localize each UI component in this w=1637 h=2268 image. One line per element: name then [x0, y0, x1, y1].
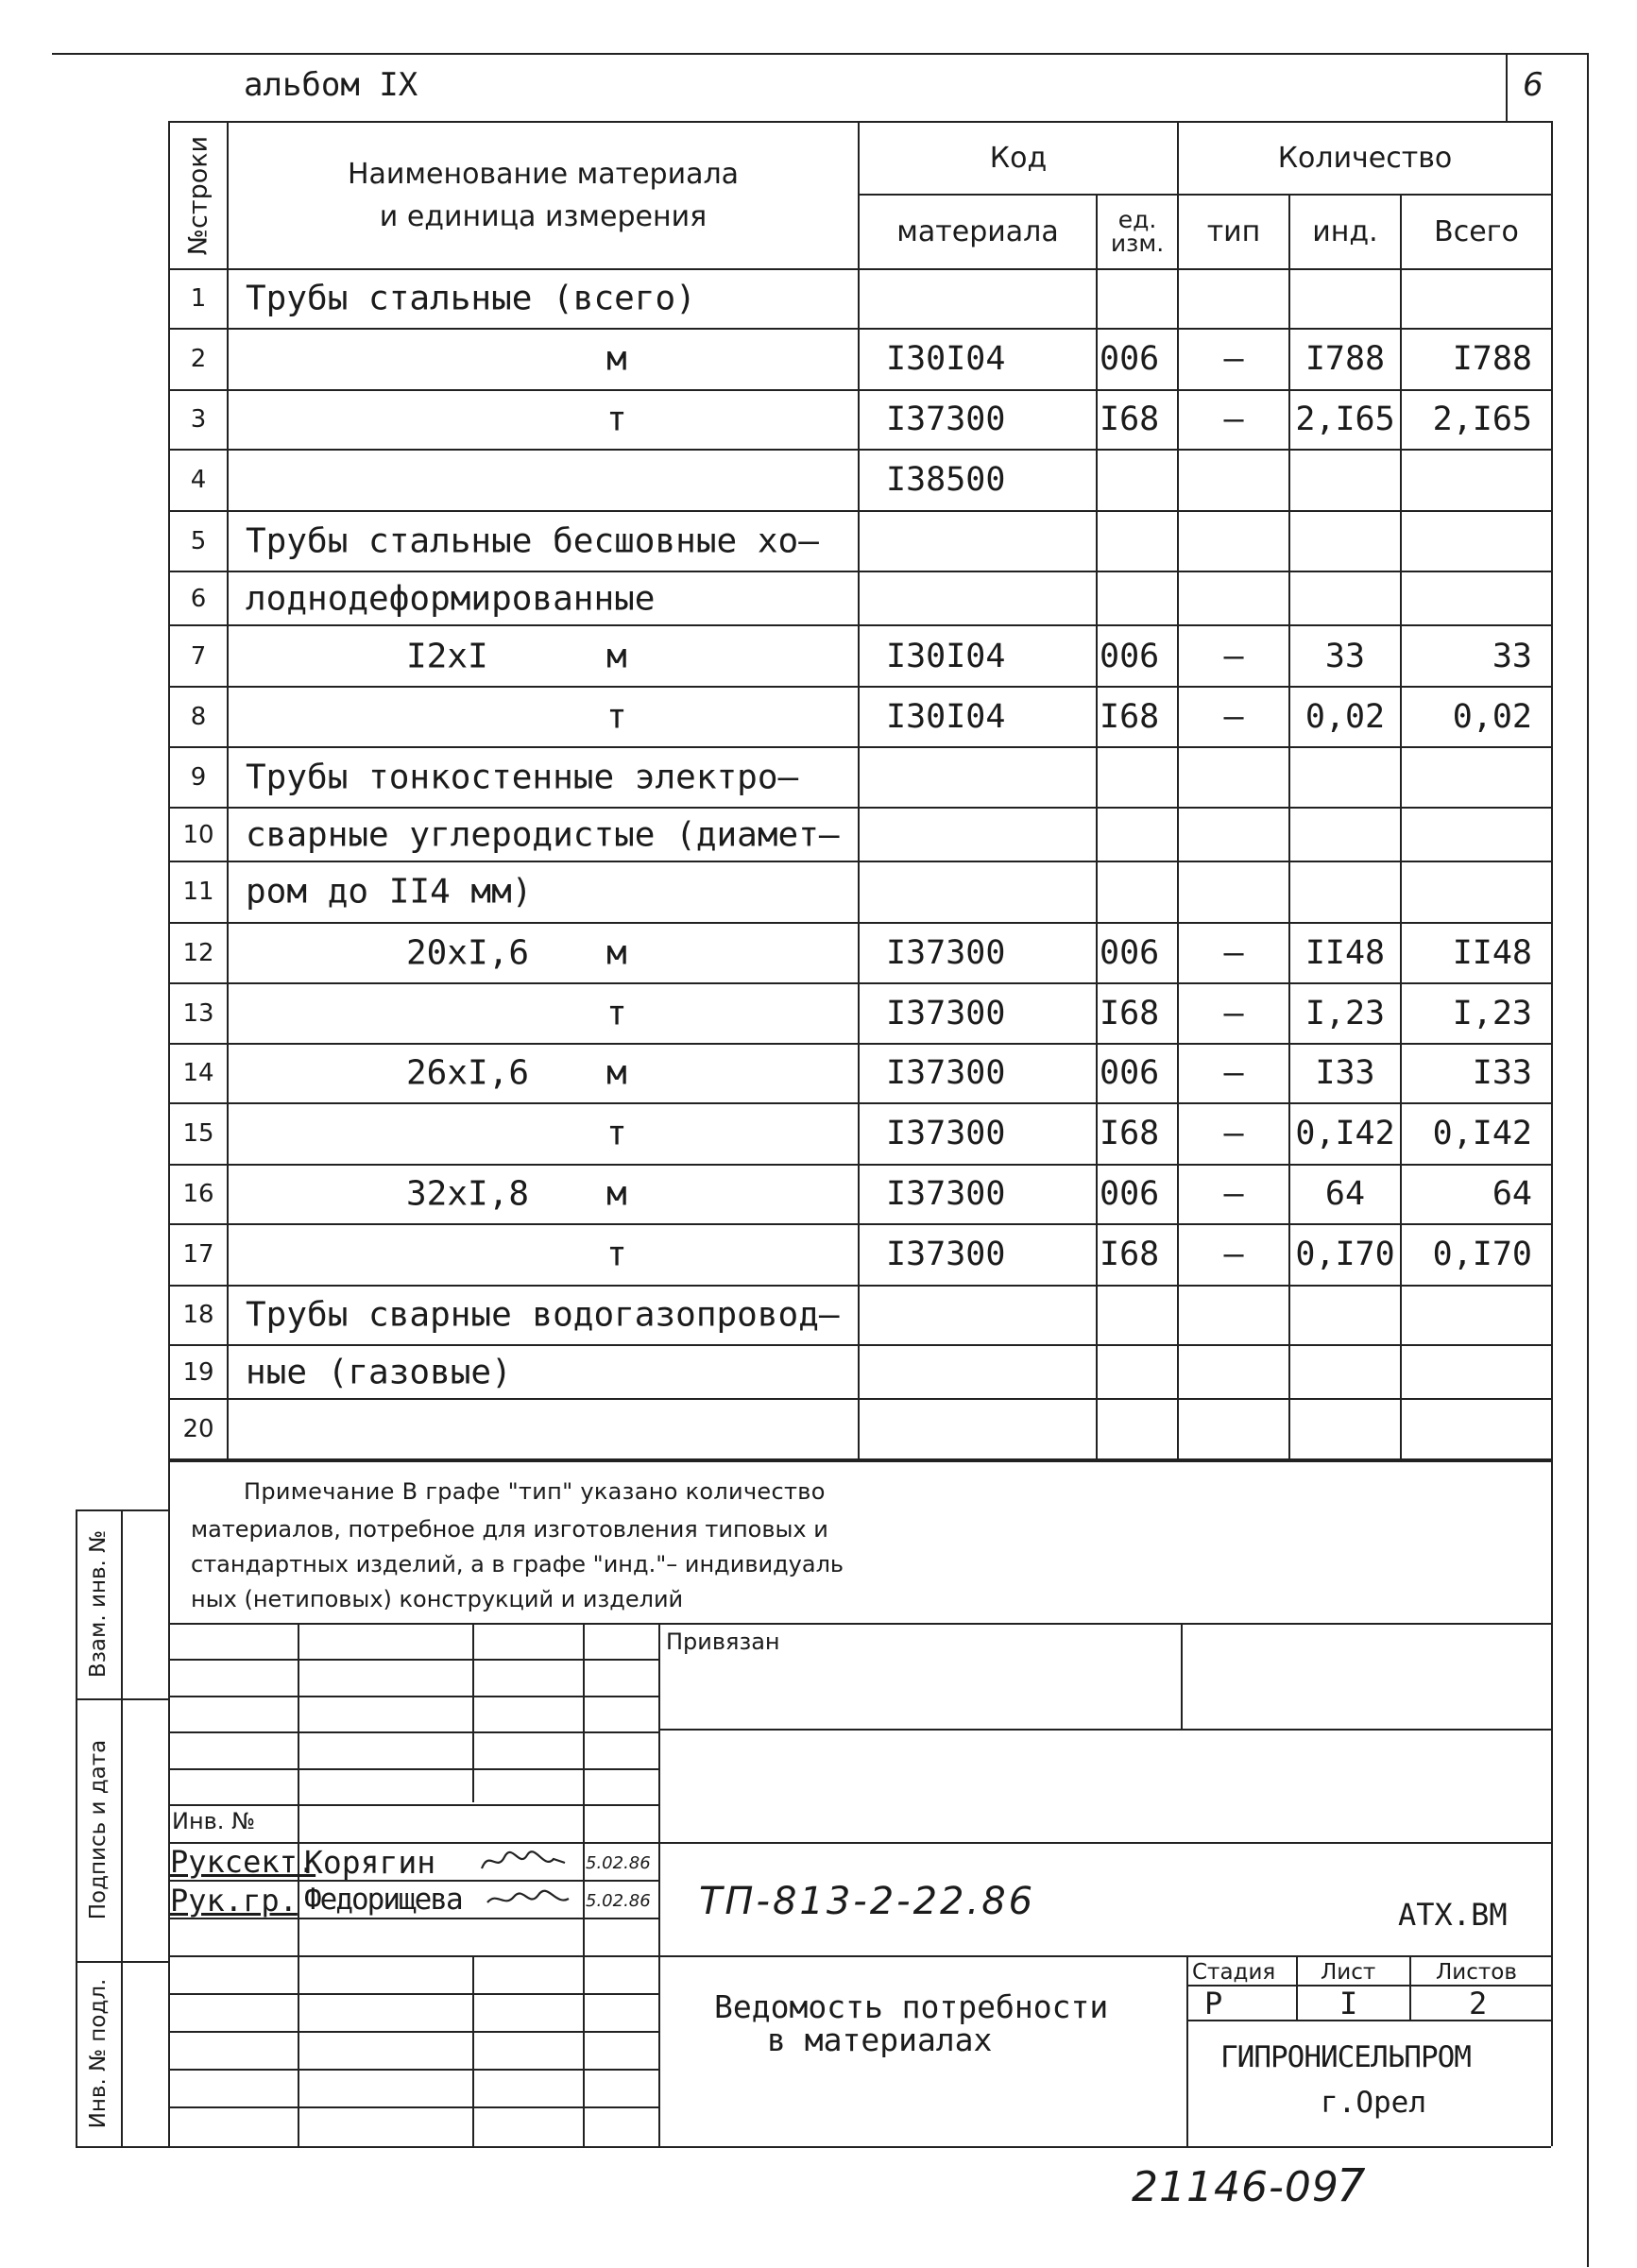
row-name: [228, 808, 859, 861]
ind-value: 2,I65: [1289, 390, 1401, 450]
material-code: [859, 747, 1097, 807]
table-row: [169, 747, 1552, 807]
page-number-divider: [1506, 53, 1508, 121]
ind-value: 64: [1289, 1165, 1401, 1224]
material-code: I37300: [859, 923, 1097, 984]
row-number: 9: [169, 747, 228, 807]
inv-no-label: Инв. №: [172, 1808, 256, 1834]
material-code: [859, 511, 1097, 572]
typ-header: тип: [1178, 195, 1289, 269]
row-name: [228, 269, 859, 329]
typ-value: [1178, 1399, 1289, 1459]
ind-value: [1289, 1399, 1401, 1459]
measure-unit: м: [606, 1174, 627, 1214]
typ-value: [1178, 1286, 1289, 1345]
row-name: [228, 1044, 859, 1103]
ind-value: [1289, 861, 1401, 923]
typ-value: –: [1178, 625, 1289, 687]
ind-value: II48: [1289, 923, 1401, 984]
typ-value: –: [1178, 329, 1289, 390]
doc-title-1: Ведомость потребности: [714, 1988, 1109, 2025]
ind-value: [1289, 269, 1401, 329]
unit-code: I68: [1097, 390, 1178, 450]
total-value: [1401, 571, 1552, 625]
table-row: [169, 1103, 1552, 1165]
unit-code: [1097, 1399, 1178, 1459]
row-name: [228, 747, 859, 807]
row-number: 12: [169, 923, 228, 984]
unit-code: [1097, 571, 1178, 625]
unit-code: I68: [1097, 687, 1178, 748]
stamp-col-2b: [472, 1955, 474, 2146]
material-code: I37300: [859, 1103, 1097, 1165]
total-value: 2,I65: [1401, 390, 1552, 450]
stamp-row-11: [168, 2031, 658, 2033]
sheet-label: Лист: [1321, 1960, 1376, 1985]
measure-unit: м: [606, 637, 627, 676]
total-value: 0,02: [1401, 687, 1552, 748]
role-1: Руксект.: [170, 1844, 316, 1880]
table-row: [169, 923, 1552, 984]
ind-value: 0,I70: [1289, 1224, 1401, 1286]
row-name: [228, 390, 859, 450]
role-2: Рук.гр.: [170, 1883, 298, 1918]
doc-code: АТХ.ВМ: [1398, 1897, 1508, 1933]
note-line-2: материалов, потребное для изготовления типовых и: [191, 1516, 828, 1543]
row-name: [228, 923, 859, 984]
row-name: [228, 511, 859, 572]
city: г.Орел: [1321, 2086, 1426, 2120]
material-code: I37300: [859, 1165, 1097, 1224]
note-top-line: [168, 1460, 1551, 1462]
table-row: [169, 1044, 1552, 1103]
table-row: [169, 1224, 1552, 1286]
material-name: Трубы стальные бесшовные хо–: [246, 521, 819, 561]
total-value: [1401, 1399, 1552, 1459]
row-name: [228, 571, 859, 625]
typ-value: [1178, 571, 1289, 625]
material-code: [859, 1345, 1097, 1399]
typ-value: [1178, 1345, 1289, 1399]
material-code: [859, 808, 1097, 861]
total-value: [1401, 450, 1552, 511]
total-value: 0,I42: [1401, 1103, 1552, 1165]
stage-row-line: [1186, 1985, 1551, 1987]
table-row: [169, 808, 1552, 861]
stamp-col-3: [583, 1623, 585, 2146]
date-1: 5.02.86: [586, 1853, 651, 1873]
name-2: Федорищева: [304, 1883, 462, 1917]
row-name: [228, 625, 859, 687]
row-number: 18: [169, 1286, 228, 1345]
ind-value: [1289, 1345, 1401, 1399]
stamp-right: [1551, 1460, 1553, 2146]
typ-value: –: [1178, 1224, 1289, 1286]
top-border: [52, 53, 1587, 55]
measure-unit: т: [606, 400, 627, 439]
table-row: [169, 625, 1552, 687]
materials-table: [168, 121, 1551, 1460]
row-number: 3: [169, 390, 228, 450]
project-code: ТП-813-2-22.86: [699, 1880, 1036, 1923]
note-line-3: стандартных изделий, а в графе "инд."– индивидуаль: [191, 1551, 844, 1577]
code-row-bottom: [658, 1955, 1551, 1957]
material-code: [859, 571, 1097, 625]
row-name: [228, 1224, 859, 1286]
side-label-vzam: Взам. инв. №: [86, 1529, 111, 1679]
stamp-row-13: [168, 2106, 658, 2108]
row-number-header: №строки: [169, 122, 228, 269]
total-value: [1401, 1286, 1552, 1345]
typ-value: [1178, 747, 1289, 807]
unit-code: [1097, 450, 1178, 511]
doc-title-2: в материалах: [767, 2021, 993, 2058]
total-value: [1401, 808, 1552, 861]
typ-value: –: [1178, 1044, 1289, 1103]
material-header: материала: [859, 195, 1097, 269]
unit-code: I68: [1097, 1103, 1178, 1165]
typ-value: –: [1178, 1165, 1289, 1224]
code-header: Код: [859, 122, 1178, 195]
row-number: 20: [169, 1399, 228, 1459]
total-value: [1401, 511, 1552, 572]
typ-value: –: [1178, 923, 1289, 984]
total-value: 64: [1401, 1165, 1552, 1224]
total-value: I788: [1401, 329, 1552, 390]
signature-2: [484, 1882, 578, 1916]
unit-code: [1097, 511, 1178, 572]
unit-code: 006: [1097, 1044, 1178, 1103]
material-code: I30I04: [859, 687, 1097, 748]
typ-value: –: [1178, 1103, 1289, 1165]
side-strip-inner: [121, 1509, 123, 2146]
material-name: ром до II4 мм): [246, 872, 533, 912]
typ-value: –: [1178, 687, 1289, 748]
material-code: [859, 1286, 1097, 1345]
row-name: [228, 983, 859, 1043]
ind-value: [1289, 808, 1401, 861]
measure-unit: т: [606, 1114, 627, 1153]
sheet-value: I: [1339, 1986, 1358, 2021]
row-name: [228, 450, 859, 511]
name-header: Наименование материала и единица измерения: [228, 122, 859, 269]
note-line-4: ных (нетиповых) конструкций и изделий: [191, 1586, 684, 1612]
page-number: 6: [1523, 66, 1543, 104]
unit-code: 006: [1097, 625, 1178, 687]
sheets-label: Листов: [1436, 1960, 1517, 1985]
side-label-inv: Инв. № подл.: [86, 1978, 111, 2129]
signature-1: [478, 1844, 572, 1878]
total-value: [1401, 747, 1552, 807]
row-number: 11: [169, 861, 228, 923]
measure-unit: т: [606, 1235, 627, 1274]
material-code: I37300: [859, 1044, 1097, 1103]
table-row: [169, 1399, 1552, 1459]
measure-unit: м: [606, 339, 627, 379]
row-number: 13: [169, 983, 228, 1043]
row-name: [228, 1103, 859, 1165]
total-value: 33: [1401, 625, 1552, 687]
row-number: 16: [169, 1165, 228, 1224]
row-number: 5: [169, 511, 228, 572]
right-frame: [1587, 53, 1589, 2267]
unit-code: [1097, 269, 1178, 329]
material-name: Трубы сварные водогазопровод–: [246, 1295, 840, 1335]
stamp-top: [168, 1623, 1551, 1625]
stamp-row-12: [168, 2069, 658, 2071]
row-number: 19: [169, 1345, 228, 1399]
privyazan-divider: [1181, 1623, 1183, 1729]
material-name: ные (газовые): [246, 1353, 512, 1392]
material-name: Трубы тонкостенные электро–: [246, 758, 799, 797]
row-name: [228, 1345, 859, 1399]
material-code: I30I04: [859, 625, 1097, 687]
material-name: сварные углеродистые (диамет–: [246, 815, 840, 854]
unit-header: ед. изм.: [1097, 195, 1178, 269]
stamp-col-4: [658, 1623, 660, 2146]
privyazan-label: Привязан: [666, 1629, 780, 1655]
measure-unit: м: [606, 1053, 627, 1093]
quantity-header: Количество: [1178, 122, 1552, 195]
row-number: 10: [169, 808, 228, 861]
table-row: [169, 983, 1552, 1043]
table-row: [169, 861, 1552, 923]
measure-unit: т: [606, 697, 627, 737]
stage-value-line: [1186, 2020, 1551, 2021]
total-value: I,23: [1401, 983, 1552, 1043]
ind-value: 0,02: [1289, 687, 1401, 748]
unit-code: 006: [1097, 923, 1178, 984]
material-code: [859, 269, 1097, 329]
typ-value: [1178, 808, 1289, 861]
material-code: I37300: [859, 390, 1097, 450]
stamp-bottom: [168, 2146, 1551, 2148]
material-code: I30I04: [859, 329, 1097, 390]
privyazan-bottom: [658, 1729, 1551, 1731]
sheets-value: 2: [1469, 1986, 1488, 2021]
ind-value: [1289, 1286, 1401, 1345]
table-row: [169, 329, 1552, 390]
ind-value: 0,I42: [1289, 1103, 1401, 1165]
material-code: [859, 861, 1097, 923]
pipe-size: I2xI: [406, 637, 488, 676]
ind-value: [1289, 511, 1401, 572]
total-value: [1401, 861, 1552, 923]
row-number: 17: [169, 1224, 228, 1286]
unit-code: [1097, 808, 1178, 861]
table-row: [169, 511, 1552, 572]
inventory-number: 21146-09: [1132, 2163, 1339, 2211]
row-name: [228, 1165, 859, 1224]
row-name: [228, 329, 859, 390]
stamp-row-1: [168, 1659, 658, 1661]
total-value: [1401, 269, 1552, 329]
stamp-row-5: [168, 1804, 658, 1806]
row-number: 1: [169, 269, 228, 329]
ind-value: I788: [1289, 329, 1401, 390]
material-code: I38500: [859, 450, 1097, 511]
total-value: [1401, 1345, 1552, 1399]
typ-value: –: [1178, 390, 1289, 450]
ind-value: [1289, 450, 1401, 511]
side-label-podpis: Подпись и дата: [86, 1739, 111, 1920]
stamp-row-3: [168, 1731, 658, 1733]
ind-value: I,23: [1289, 983, 1401, 1043]
unit-code: I68: [1097, 1224, 1178, 1286]
row-number: 7: [169, 625, 228, 687]
row-number: 8: [169, 687, 228, 748]
side-strip-bottom: [76, 2146, 168, 2148]
table-row: [169, 450, 1552, 511]
stage-label: Стадия: [1192, 1960, 1276, 1985]
stamp-row-2: [168, 1696, 658, 1697]
stamp-col-1: [298, 1623, 299, 2146]
album-label: альбом IX: [244, 66, 418, 104]
table-row: [169, 1286, 1552, 1345]
material-code: [859, 1399, 1097, 1459]
pipe-size: 32xI,8: [406, 1174, 530, 1214]
row-name: [228, 687, 859, 748]
material-code: I37300: [859, 983, 1097, 1043]
table-row: [169, 687, 1552, 748]
ind-value: 33: [1289, 625, 1401, 687]
stamp-row-10: [168, 1993, 658, 1995]
measure-unit: м: [606, 933, 627, 973]
unit-code: I68: [1097, 983, 1178, 1043]
row-name: [228, 1399, 859, 1459]
typ-value: [1178, 511, 1289, 572]
side-strip-outer: [76, 1509, 77, 2146]
unit-code: [1097, 1286, 1178, 1345]
row-name: [228, 861, 859, 923]
material-name: лоднодеформированные: [246, 579, 656, 619]
ind-value: I33: [1289, 1044, 1401, 1103]
table-row: [169, 269, 1552, 329]
typ-value: [1178, 861, 1289, 923]
table-row: [169, 571, 1552, 625]
unit-code: 006: [1097, 329, 1178, 390]
ind-value: [1289, 571, 1401, 625]
typ-value: [1178, 450, 1289, 511]
unit-code: 006: [1097, 1165, 1178, 1224]
typ-value: –: [1178, 983, 1289, 1043]
stamp-row-4: [168, 1768, 658, 1770]
table-row: [169, 390, 1552, 450]
row-name: [228, 1286, 859, 1345]
code-row-top: [658, 1842, 1551, 1844]
name-1: Корягин: [304, 1844, 436, 1881]
inventory-page: 7: [1337, 2159, 1366, 2212]
row-number: 6: [169, 571, 228, 625]
organization: ГИПРОНИСЕЛЬПРОМ: [1220, 2040, 1471, 2074]
row-number: 4: [169, 450, 228, 511]
unit-code: [1097, 861, 1178, 923]
stage-col-1: [1296, 1955, 1298, 2020]
total-value: II48: [1401, 923, 1552, 984]
total-value: 0,I70: [1401, 1224, 1552, 1286]
stamp-col-2a: [472, 1623, 474, 1802]
typ-value: [1178, 269, 1289, 329]
unit-code: [1097, 1345, 1178, 1399]
material-code: I37300: [859, 1224, 1097, 1286]
ind-value: [1289, 747, 1401, 807]
measure-unit: т: [606, 994, 627, 1033]
table-row: [169, 1345, 1552, 1399]
date-2: 5.02.86: [586, 1891, 651, 1911]
stage-col-2: [1409, 1955, 1411, 2020]
row-number: 14: [169, 1044, 228, 1103]
pipe-size: 26xI,6: [406, 1053, 530, 1093]
unit-code: [1097, 747, 1178, 807]
stage-value: Р: [1204, 1986, 1223, 2021]
ind-header: инд.: [1289, 195, 1401, 269]
stamp-row-9: [168, 1955, 658, 1957]
table-row: [169, 1165, 1552, 1224]
pipe-size: 20xI,6: [406, 933, 530, 973]
total-header: Всего: [1401, 195, 1552, 269]
material-name: Трубы стальные (всего): [246, 279, 696, 318]
row-number: 2: [169, 329, 228, 390]
total-value: I33: [1401, 1044, 1552, 1103]
row-number: 15: [169, 1103, 228, 1165]
note-line-1: Примечание В графе "тип" указано количество: [244, 1478, 826, 1505]
